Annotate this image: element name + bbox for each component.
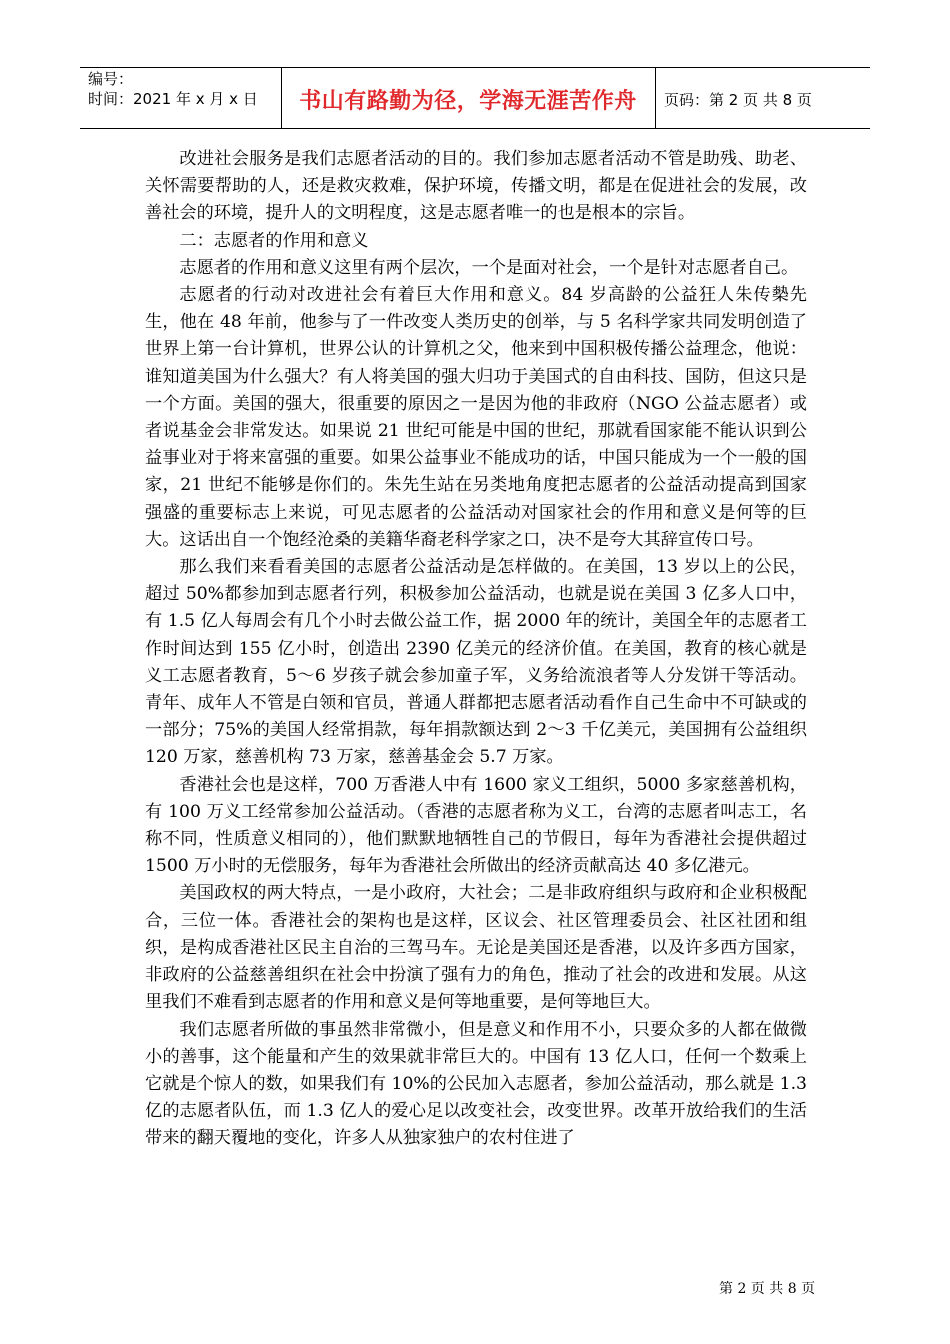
paragraph: 我们志愿者所做的事虽然非常微小，但是意义和作用不小，只要众多的人都在做微小的善事，这个能量和产生的效果就非常巨大的。中国有 13 亿人口，任何一个数乘上它就是个惊人的数，如果我们有 10%的公民加入志愿者，参加公益活动，那么就是 1.3 亿的志愿者队伍，而 1.3 亿人的爱心足以改变社会，改变世界。改革开放给我们的生活带来的翻天覆地的变化，许多人从独家独户的农村住进了 xyxy=(145,1019,807,1149)
doc-number-label: 编号： xyxy=(88,70,134,88)
paragraph: 香港社会也是这样，700 万香港人中有 1600 家义工组织，5000 多家慈善机构，有 100 万义工经常参加公益活动。（香港的志愿者称为义工，台湾的志愿者叫志工，名称不同，性质意义相同的），他们默默地牺牲自己的节假日，每年为香港社会提供超过 1500 万小时的无偿服务，每年为香港社会所做出的经济贡献高达 40 多亿港元。 xyxy=(145,774,807,877)
paragraph: 美国政权的两大特点，一是小政府，大社会；二是非政府组织与政府和企业积极配合，三位一体。香港社会的架构也是这样，区议会、社区管理委员会、社区社团和组织，是构成香港社区民主自治的三驾马车。无论是美国还是香港，以及许多西方国家，非政府的公益慈善组织在社会中扮演了强有力的角色，推动了社会的改进和发展。从这里我们不难看到志愿者的作用和意义是何等地重要，是何等地巨大。 xyxy=(145,883,807,1013)
document-body xyxy=(145,146,807,1153)
header-top-rule xyxy=(80,67,870,68)
page-footer: 第 2 页 共 8 页 xyxy=(719,1281,816,1297)
page-code: 页码：第 2 页 共 8 页 xyxy=(664,91,812,109)
paragraph: 志愿者的行动对改进社会有着巨大作用和意义。84 岁高龄的公益狂人朱传槷先生，他在 48 年前，他参与了一件改变人类历史的创举，与 5 名科学家共同发明创造了世界上第一台计算机，世界公认的计算机之父，他来到中国积极传播公益理念，他说：谁知道美国为什么强大？有人将美国的强大归功于美国式的自由科技、国防，但这只是一个方面。美国的强大，很重要的原因之一是因为他的非政府（NGO 公益志愿者）或者说基金会非常发达。如果说 21 世纪可能是中国的世纪，那就看国家能不能认识到公益事业对于将来富强的重要。如果公益事业不能成功的话，中国只能成为一个一般的国家，21 世纪不能够是你们的。朱先生站在另类地角度把志愿者的公益活动提高到国家强盛的重要标志上来说，可见志愿者的公益活动对国家社会的作用和意义是何等的巨大。这话出自一个饱经沧桑的美籍华裔老科学家之口，决不是夸大其辞宣传口号。 xyxy=(145,285,807,550)
paragraph: 改进社会服务是我们志愿者活动的目的。我们参加志愿者活动不管是助残、助老、关怀需要帮助的人，还是救灾救难，保护环境，传播文明，都是在促进社会的发展，改善社会的环境，提升人的文明程度，这是志愿者唯一的也是根本的宗旨。 xyxy=(145,149,807,224)
paragraph: 志愿者的作用和意义这里有两个层次，一个是面对社会，一个是针对志愿者自己。 xyxy=(179,257,799,278)
header-divider-right xyxy=(655,67,656,128)
header-info xyxy=(88,69,258,109)
section-heading: 二：志愿者的作用和意义 xyxy=(179,230,369,251)
motto: 书山有路勤为径，学海无涯苦作舟 xyxy=(299,89,637,114)
header-bottom-rule xyxy=(80,128,870,129)
time-label: 时间：2021 年 x 月 x 日 xyxy=(88,90,258,108)
paragraph: 那么我们来看看美国的志愿者公益活动是怎样做的。在美国，13 岁以上的公民，超过 50%都参加到志愿者行列，积极参加公益活动，也就是说在美国 3 亿多人口中，有 1.5 亿人每周会有几个小时去做公益工作，据 2000 年的统计，美国全年的志愿者工作时间达到 155 亿小时，创造出 2390 亿美元的经济价值。在美国，教育的核心就是义工志愿者教育，5～6 岁孩子就会参加童子军，义务给流浪者等人分发饼干等活动。青年、成年人不管是白领和官员，普通人群都把志愿者活动看作自己生命中不可缺或的一部分；75%的美国人经常捐款，每年捐款额达到 2～3 千亿美元，美国拥有公益组织 120 万家，慈善机构 73 万家，慈善基金会 5.7 万家。 xyxy=(145,557,807,768)
